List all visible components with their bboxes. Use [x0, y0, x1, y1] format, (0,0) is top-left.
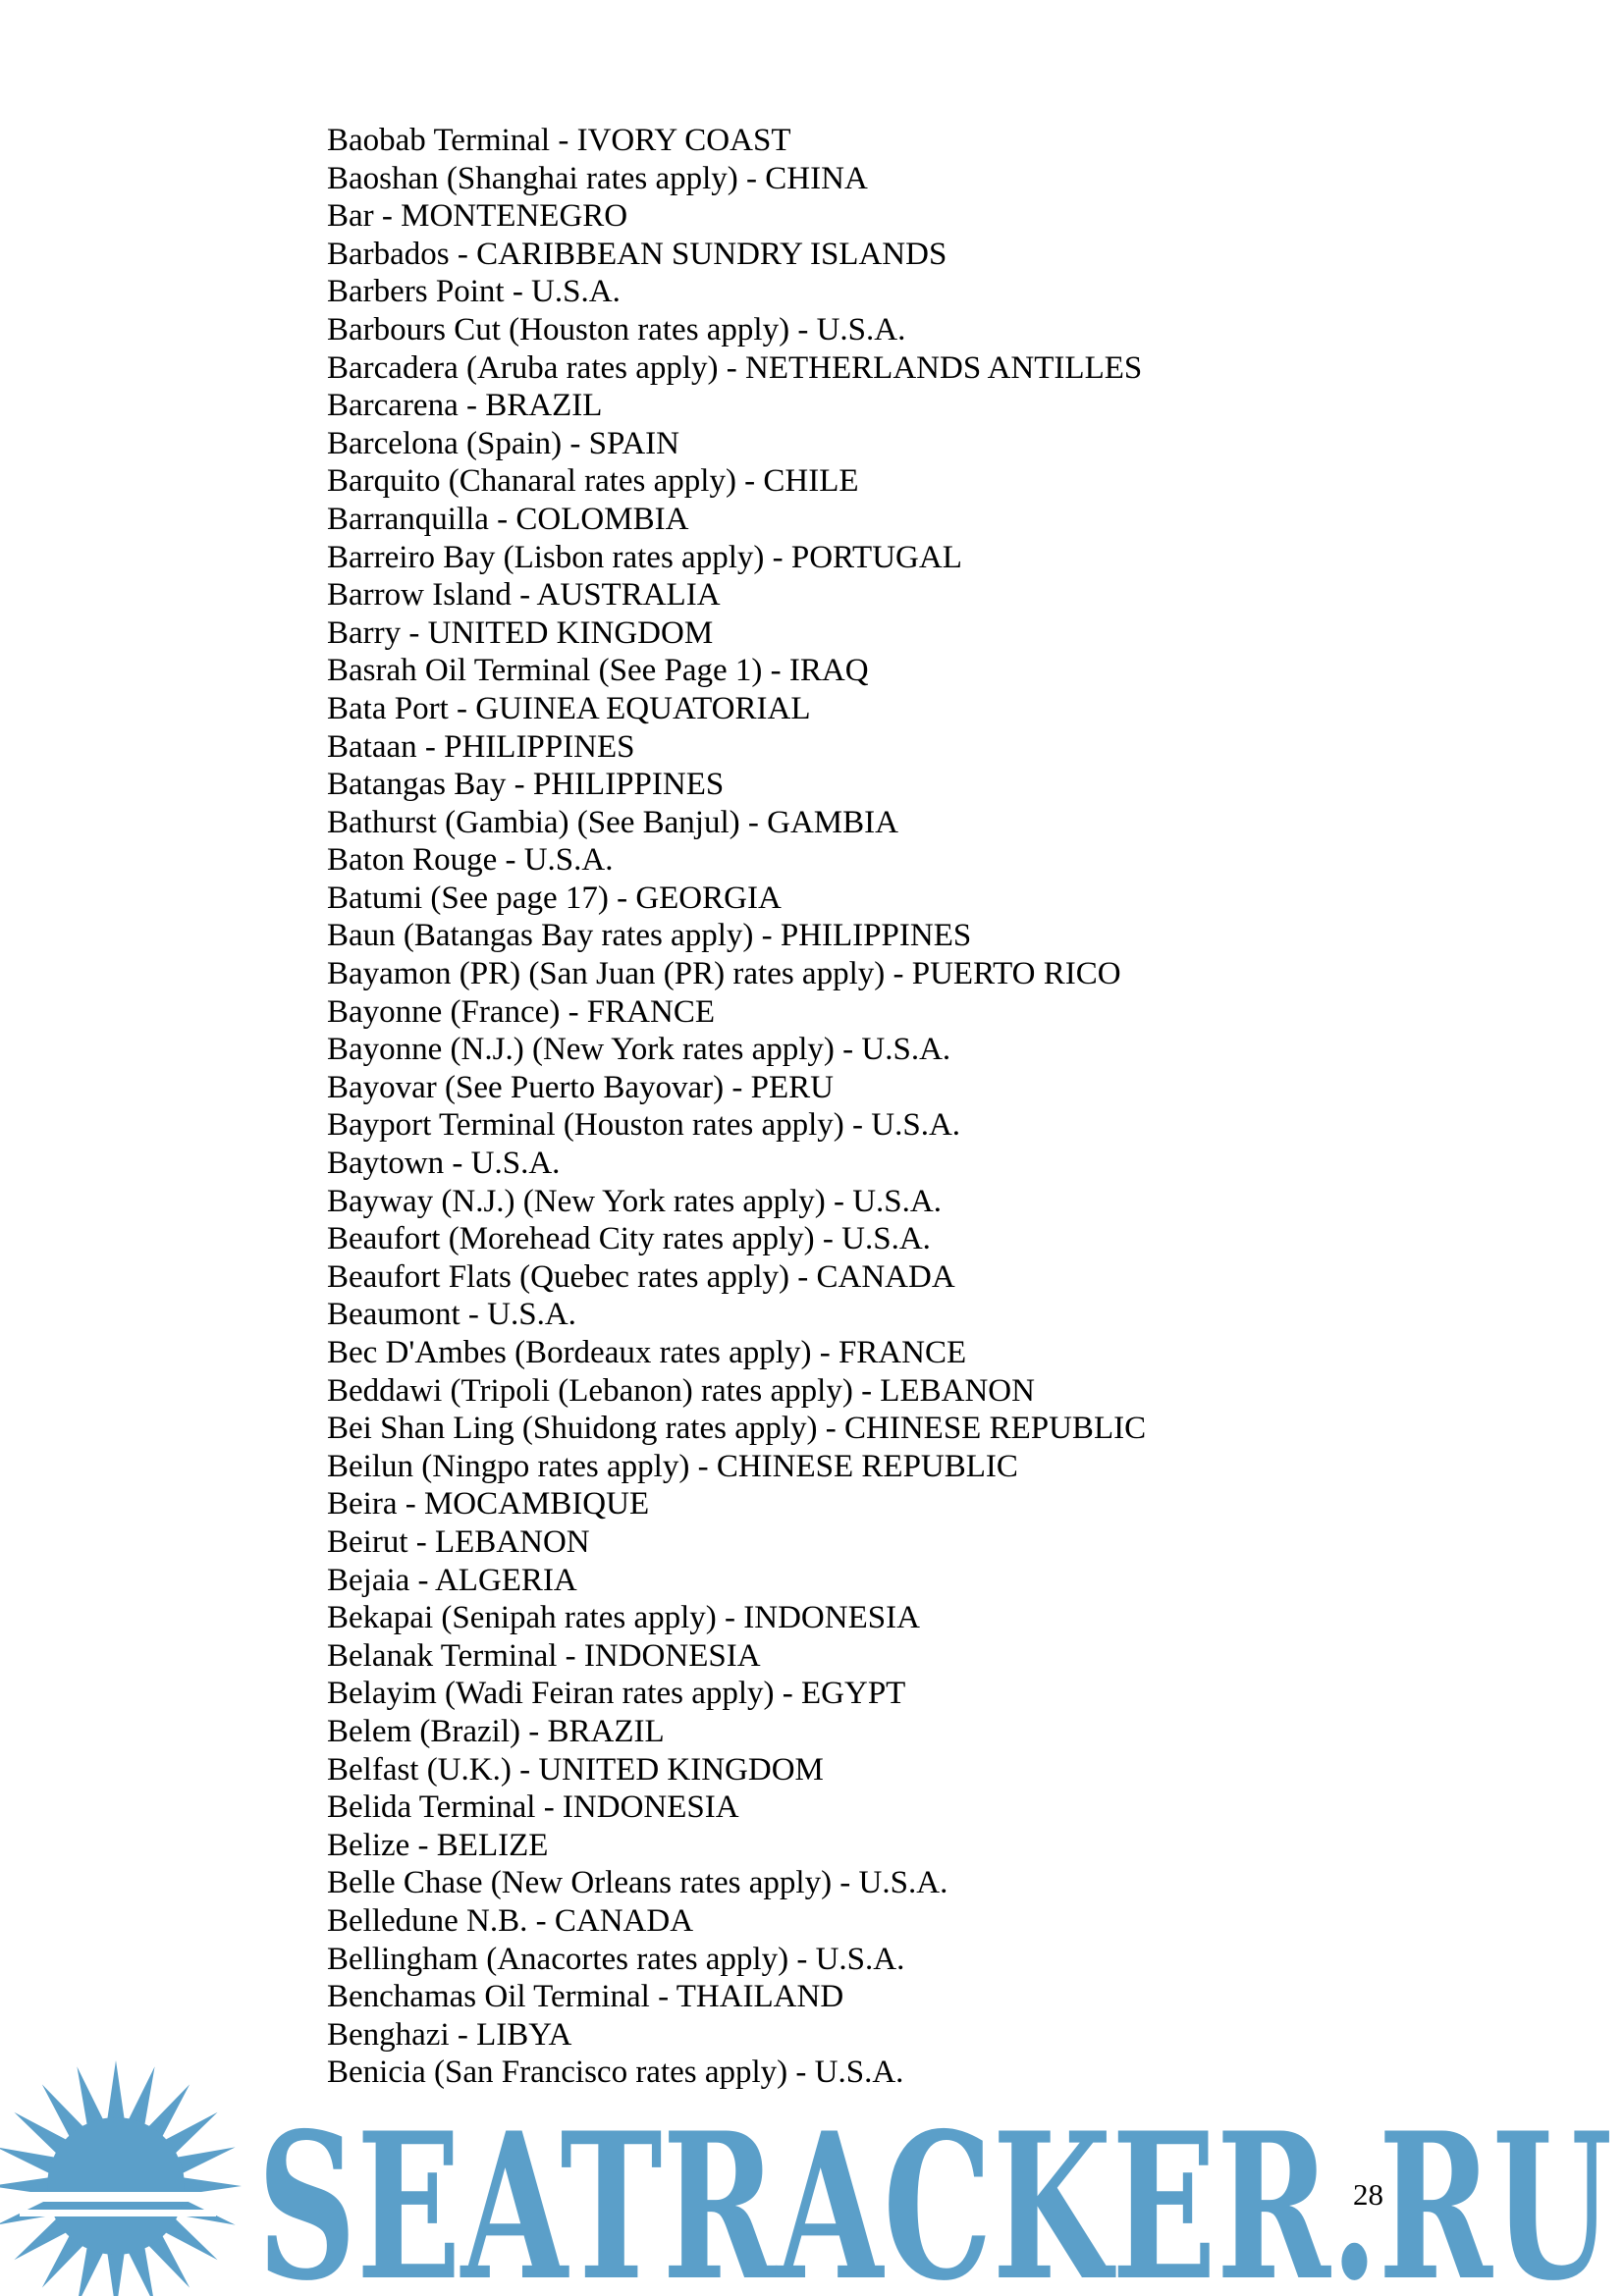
port-entry: Bec D'Ambes (Bordeaux rates apply) - FRANCE	[327, 1335, 967, 1370]
port-entry: Beaufort Flats (Quebec rates apply) - CANADA	[327, 1258, 955, 1295]
port-entry: Bar - MONTENEGRO	[327, 198, 628, 235]
port-entry: Bellingham (Anacortes rates apply) - U.S.A.	[327, 1941, 905, 1977]
watermark	[0, 2056, 1623, 2296]
port-entry: Beaumont - U.S.A.	[327, 1297, 576, 1333]
port-entry: Baoshan (Shanghai rates apply) - CHINA	[327, 160, 868, 196]
port-entry: Belanak Terminal - INDONESIA	[327, 1637, 761, 1674]
port-entry: Bayport Terminal (Houston rates apply) - U.S.A.	[327, 1107, 961, 1144]
port-entry: Bayamon (PR) (San Juan (PR) rates apply) - PUERTO RICO	[327, 956, 1121, 992]
port-entry: Basrah Oil Terminal (See Page 1) - IRAQ	[327, 653, 869, 689]
port-entry: Bekapai (Senipah rates apply) - INDONESIA	[327, 1600, 920, 1636]
port-entry: Barry - UNITED KINGDOM	[327, 614, 714, 651]
port-entry: Barreiro Bay (Lisbon rates apply) - PORTUGAL	[327, 539, 962, 575]
port-entry: Bata Port - GUINEA EQUATORIAL	[327, 690, 811, 726]
port-entry: Bejaia - ALGERIA	[327, 1562, 577, 1598]
port-entry: Bei Shan Ling (Shuidong rates apply) - CHINESE REPUBLIC	[327, 1411, 1147, 1447]
port-entry: Barranquilla - COLOMBIA	[327, 501, 689, 537]
port-entry: Batangas Bay - PHILIPPINES	[327, 767, 725, 803]
port-entry: Bayonne (France) - FRANCE	[327, 993, 716, 1030]
port-entry: Beilun (Ningpo rates apply) - CHINESE REPUBLIC	[327, 1448, 1018, 1484]
port-entry: Barcadera (Aruba rates apply) - NETHERLANDS ANTILLES	[327, 349, 1143, 386]
port-entry: Baytown - U.S.A.	[327, 1146, 561, 1182]
port-entry: Belayim (Wadi Feiran rates apply) - EGYPT	[327, 1676, 906, 1712]
port-entry: Belem (Brazil) - BRAZIL	[327, 1713, 665, 1749]
port-entry: Bathurst (Gambia) (See Banjul) - GAMBIA	[327, 804, 898, 840]
port-entry: Bayovar (See Puerto Bayovar) - PERU	[327, 1069, 834, 1105]
page-number: 28	[1353, 2177, 1383, 2212]
port-entry: Bayonne (N.J.) (New York rates apply) - U.S.A.	[327, 1032, 951, 1068]
port-entry: Bataan - PHILIPPINES	[327, 728, 635, 765]
sun-icon	[0, 2060, 245, 2296]
port-entry: Belfast (U.K.) - UNITED KINGDOM	[327, 1751, 824, 1788]
port-entry: Belledune N.B. - CANADA	[327, 1902, 694, 1939]
port-entry: Barbers Point - U.S.A.	[327, 274, 621, 310]
port-entry: Barrow Island - AUSTRALIA	[327, 577, 721, 614]
port-list	[327, 122, 1146, 2092]
port-entry: Barbados - CARIBBEAN SUNDRY ISLANDS	[327, 236, 947, 272]
port-entry: Beaufort (Morehead City rates apply) - U.S.A.	[327, 1221, 931, 1257]
port-entry: Baun (Batangas Bay rates apply) - PHILIPPINES	[327, 918, 972, 954]
port-entry: Barbours Cut (Houston rates apply) - U.S.A.	[327, 311, 906, 347]
port-entry: Belida Terminal - INDONESIA	[327, 1789, 739, 1826]
port-entry: Baton Rouge - U.S.A.	[327, 842, 614, 879]
port-entry: Beddawi (Tripoli (Lebanon) rates apply) - LEBANON	[327, 1372, 1035, 1409]
port-entry: Belle Chase (New Orleans rates apply) - U.S.A.	[327, 1865, 948, 1901]
port-entry: Barquito (Chanaral rates apply) - CHILE	[327, 463, 859, 500]
port-entry: Benghazi - LIBYA	[327, 2016, 572, 2053]
port-entry: Beirut - LEBANON	[327, 1523, 590, 1560]
port-entry: Bayway (N.J.) (New York rates apply) - U.S.A.	[327, 1183, 942, 1219]
port-entry: Beira - MOCAMBIQUE	[327, 1486, 650, 1522]
watermark-text: SEATRACKER.RU	[257, 2090, 1612, 2296]
port-entry: Belize - BELIZE	[327, 1827, 549, 1863]
port-entry: Baobab Terminal - IVORY COAST	[327, 123, 791, 158]
port-entry: Barcelona (Spain) - SPAIN	[327, 425, 679, 461]
port-entry: Batumi (See page 17) - GEORGIA	[327, 880, 782, 916]
port-entry: Benicia (San Francisco rates apply) - U.S.A.	[327, 2055, 904, 2091]
port-entry: Barcarena - BRAZIL	[327, 388, 603, 424]
port-entry: Benchamas Oil Terminal - THAILAND	[327, 1979, 844, 2015]
